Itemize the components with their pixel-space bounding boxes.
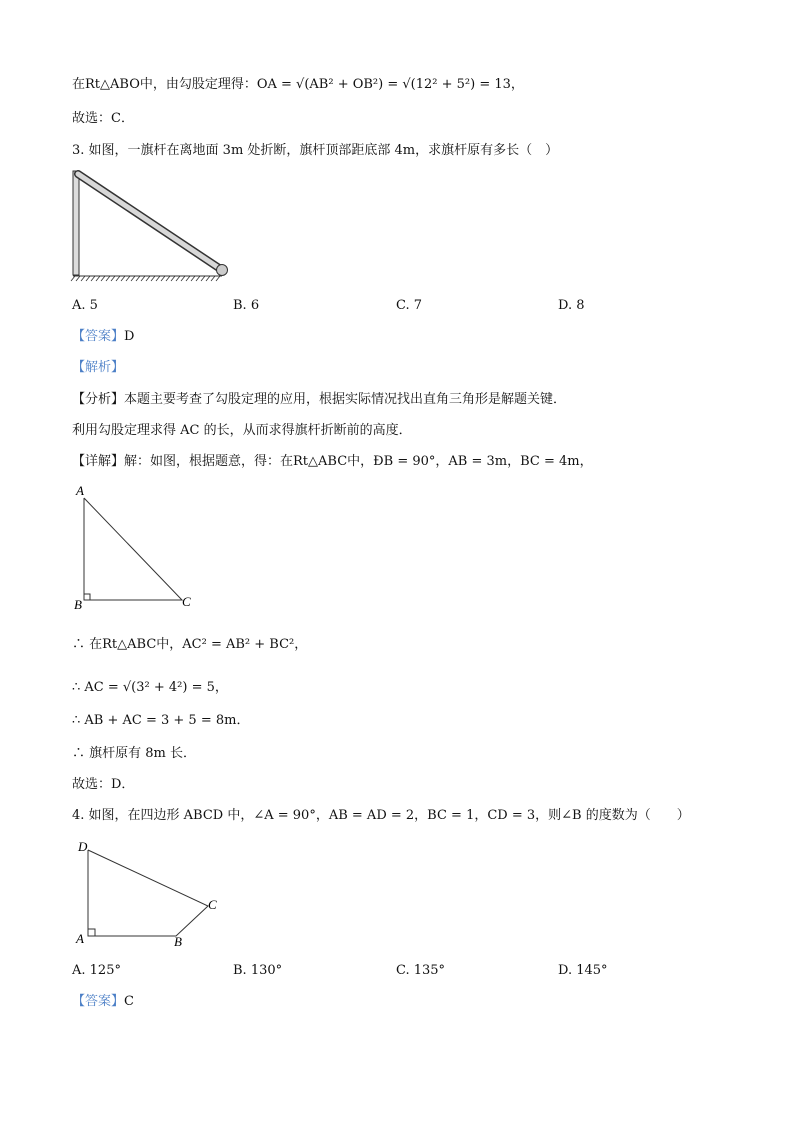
question-4: 4. 如图，在四边形 ABCD 中，∠A = 90°，AB = AD = 2，BC = 1，CD = 3，则∠B 的度数为（ ） (72, 808, 690, 823)
ground-hatch (126, 276, 130, 281)
ground-hatch (136, 276, 140, 281)
ground-hatch (76, 276, 80, 281)
ground-hatch (216, 276, 220, 281)
flagpole-figure (70, 168, 240, 283)
xiangjie-tag: 【详解】 (72, 454, 125, 469)
ground-hatch (86, 276, 90, 281)
ground-hatch (96, 276, 100, 281)
analysis-heading (72, 359, 124, 377)
step-2: ∴ AC = √(3² + 4²) = 5， (72, 680, 228, 695)
ground-hatch (166, 276, 170, 281)
ground-hatch (211, 276, 215, 281)
xiangjie-text: 解：如图，根据题意，得：在Rt△ABC中，ÐB = 90°，AB = 3m，BC = 4m， (124, 454, 593, 469)
option-a: A. 125° (72, 963, 121, 978)
ground-hatch (181, 276, 185, 281)
ground-hatch (151, 276, 155, 281)
ground-hatch (141, 276, 145, 281)
step-4: ∴ 旗杆原有 8m 长． (72, 746, 196, 761)
ground-hatch (161, 276, 165, 281)
option-b: B. 6 (233, 298, 260, 313)
answer-tag: 【答案】 (72, 329, 125, 344)
option-d: D. 145° (558, 963, 608, 978)
analysis-tag: 【解析】 (72, 360, 125, 375)
ground-hatch (191, 276, 195, 281)
xiangjie-line (72, 453, 593, 471)
answer-value: C (124, 994, 134, 1009)
label-a: A (76, 931, 84, 946)
text-line: 在Rt△ABO中，由勾股定理得：OA = √(AB² + OB²) = √(12² + 5²) = 13， (72, 77, 524, 92)
option-b: B. 130° (233, 963, 283, 978)
fenxi-tag: 【分析】 (72, 392, 125, 407)
fenxi-line-2: 利用勾股定理求得 AC 的长，从而求得旗杆折断前的高度． (72, 423, 412, 438)
ground-hatch (121, 276, 125, 281)
step-1: ∴ 在Rt△ABC中，AC² = AB² + BC²， (72, 637, 308, 652)
answer-line-4 (72, 993, 134, 1011)
fenxi-text: 本题主要考查了勾股定理的应用，根据实际情况找出直角三角形是解题关键． (124, 392, 567, 407)
option-c: C. 7 (396, 298, 423, 313)
ground-hatch (196, 276, 200, 281)
fenxi-line (72, 391, 566, 409)
ground-hatch (206, 276, 210, 281)
answer-line (72, 328, 134, 346)
ground-hatch (111, 276, 115, 281)
ground-hatch (146, 276, 150, 281)
ground-hatch (156, 276, 160, 281)
answer-value: D (124, 329, 135, 344)
label-c: C (208, 897, 217, 912)
option-d: D. 8 (558, 298, 585, 313)
label-c: C (182, 594, 191, 609)
ground-hatch (116, 276, 120, 281)
question-3: 3. 如图，一旗杆在离地面 3m 处折断，旗杆顶部距底部 4m，求旗杆原有多长（ ） (72, 143, 559, 158)
answer-tag: 【答案】 (72, 994, 125, 1009)
ground-hatch (101, 276, 105, 281)
ground-hatch (171, 276, 175, 281)
label-d: D (78, 839, 88, 854)
ground-hatch (71, 276, 75, 281)
ground-hatch (91, 276, 95, 281)
ground-hatch (201, 276, 205, 281)
step-5: 故选：D． (72, 777, 135, 792)
label-b: B (74, 597, 82, 612)
ground-hatch (186, 276, 190, 281)
text-line: 故选：C． (72, 111, 134, 126)
quadrilateral-figure (72, 836, 232, 951)
step-3: ∴ AB + AC = 3 + 5 = 8m． (72, 713, 250, 728)
label-b: B (174, 934, 182, 949)
option-a: A. 5 (72, 298, 98, 313)
ground-hatch (176, 276, 180, 281)
right-triangle-figure (72, 482, 202, 612)
ground-hatch (81, 276, 85, 281)
ground-hatch (131, 276, 135, 281)
option-c: C. 135° (396, 963, 446, 978)
ground-hatch (106, 276, 110, 281)
label-a: A (76, 483, 84, 498)
